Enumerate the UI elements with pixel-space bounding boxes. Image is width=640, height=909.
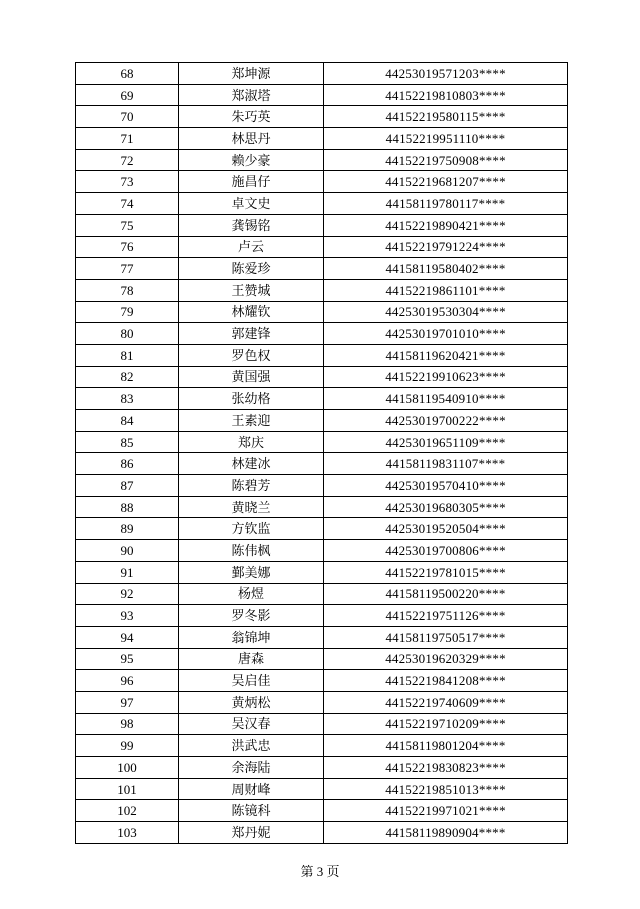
person-name-cell: 唐森: [179, 648, 324, 670]
table-row: [76, 648, 568, 670]
table-row: [76, 713, 568, 735]
person-name-cell: 吴汉春: [179, 713, 324, 735]
row-number-cell: 86: [76, 453, 179, 475]
person-name-cell: 罗色权: [179, 344, 324, 366]
row-number-cell: 96: [76, 670, 179, 692]
id-number-cell: 44253019570410****: [324, 475, 568, 497]
row-number-cell: 94: [76, 626, 179, 648]
id-number-cell: 44158119831107****: [324, 453, 568, 475]
row-number-cell: 93: [76, 605, 179, 627]
page-number: 第 3 页: [300, 864, 340, 879]
person-name-cell: 林思丹: [179, 128, 324, 150]
person-name-cell: 郑丹妮: [179, 822, 324, 844]
person-name-cell: 施昌仔: [179, 171, 324, 193]
person-name-cell: 翁锦坤: [179, 626, 324, 648]
person-name-cell: 杨煜: [179, 583, 324, 605]
table-row: [76, 106, 568, 128]
row-number-cell: 78: [76, 279, 179, 301]
id-number-cell: 44253019620329****: [324, 648, 568, 670]
id-number-cell: 44152219750908****: [324, 149, 568, 171]
id-number-cell: 44152219841208****: [324, 670, 568, 692]
table-row: [76, 366, 568, 388]
id-number-cell: 44152219710209****: [324, 713, 568, 735]
row-number-cell: 92: [76, 583, 179, 605]
row-number-cell: 88: [76, 496, 179, 518]
table-row: [76, 626, 568, 648]
table-row: [76, 128, 568, 150]
table-row: [76, 410, 568, 432]
id-number-cell: 44253019680305****: [324, 496, 568, 518]
id-number-cell: 44152219951110****: [324, 128, 568, 150]
id-number-cell: 44152219861101****: [324, 279, 568, 301]
row-number-cell: 98: [76, 713, 179, 735]
row-number-cell: 74: [76, 193, 179, 215]
person-name-cell: 余海陆: [179, 757, 324, 779]
table-row: [76, 84, 568, 106]
row-number-cell: 84: [76, 410, 179, 432]
person-name-cell: 鄞美娜: [179, 561, 324, 583]
row-number-cell: 82: [76, 366, 179, 388]
table-row: [76, 214, 568, 236]
row-number-cell: 102: [76, 800, 179, 822]
person-name-cell: 龚锡铭: [179, 214, 324, 236]
row-number-cell: 68: [76, 63, 179, 85]
person-name-cell: 林耀钦: [179, 301, 324, 323]
id-number-cell: 44158119580402****: [324, 258, 568, 280]
id-number-cell: 44158119890904****: [324, 822, 568, 844]
row-number-cell: 70: [76, 106, 179, 128]
id-number-cell: 44253019571203****: [324, 63, 568, 85]
id-number-cell: 44152219740609****: [324, 691, 568, 713]
row-number-cell: 75: [76, 214, 179, 236]
person-name-cell: 黄炳松: [179, 691, 324, 713]
person-name-cell: 郑淑塔: [179, 84, 324, 106]
id-number-cell: 44158119500220****: [324, 583, 568, 605]
table-row: [76, 344, 568, 366]
roster-table-body: [76, 63, 568, 844]
table-row: [76, 236, 568, 258]
table-row: [76, 323, 568, 345]
row-number-cell: 87: [76, 475, 179, 497]
roster-table: [75, 62, 568, 844]
person-name-cell: 朱巧英: [179, 106, 324, 128]
table-row: [76, 149, 568, 171]
row-number-cell: 69: [76, 84, 179, 106]
person-name-cell: 周财峰: [179, 778, 324, 800]
row-number-cell: 83: [76, 388, 179, 410]
row-number-cell: 73: [76, 171, 179, 193]
table-row: [76, 496, 568, 518]
id-number-cell: 44158119750517****: [324, 626, 568, 648]
row-number-cell: 80: [76, 323, 179, 345]
person-name-cell: 郑坤源: [179, 63, 324, 85]
person-name-cell: 林建冰: [179, 453, 324, 475]
table-row: [76, 475, 568, 497]
row-number-cell: 103: [76, 822, 179, 844]
table-row: [76, 301, 568, 323]
person-name-cell: 张幼格: [179, 388, 324, 410]
person-name-cell: 吴启佳: [179, 670, 324, 692]
table-row: [76, 258, 568, 280]
id-number-cell: 44152219830823****: [324, 757, 568, 779]
id-number-cell: 44152219580115****: [324, 106, 568, 128]
table-row: [76, 757, 568, 779]
row-number-cell: 72: [76, 149, 179, 171]
row-number-cell: 77: [76, 258, 179, 280]
row-number-cell: 89: [76, 518, 179, 540]
table-row: [76, 822, 568, 844]
id-number-cell: 44253019530304****: [324, 301, 568, 323]
person-name-cell: 陈伟枫: [179, 540, 324, 562]
person-name-cell: 方钦监: [179, 518, 324, 540]
id-number-cell: 44152219751126****: [324, 605, 568, 627]
row-number-cell: 90: [76, 540, 179, 562]
person-name-cell: 洪武忠: [179, 735, 324, 757]
table-row: [76, 735, 568, 757]
table-row: [76, 63, 568, 85]
id-number-cell: 44158119801204****: [324, 735, 568, 757]
id-number-cell: 44158119780117****: [324, 193, 568, 215]
row-number-cell: 99: [76, 735, 179, 757]
person-name-cell: 郑庆: [179, 431, 324, 453]
person-name-cell: 郭建锋: [179, 323, 324, 345]
person-name-cell: 卓文史: [179, 193, 324, 215]
person-name-cell: 陈镜科: [179, 800, 324, 822]
person-name-cell: 陈爱珍: [179, 258, 324, 280]
person-name-cell: 王赞城: [179, 279, 324, 301]
person-name-cell: 陈碧芳: [179, 475, 324, 497]
table-row: [76, 171, 568, 193]
table-row: [76, 778, 568, 800]
person-name-cell: 卢云: [179, 236, 324, 258]
id-number-cell: 44158119540910****: [324, 388, 568, 410]
id-number-cell: 44158119620421****: [324, 344, 568, 366]
id-number-cell: 44152219910623****: [324, 366, 568, 388]
row-number-cell: 91: [76, 561, 179, 583]
row-number-cell: 71: [76, 128, 179, 150]
row-number-cell: 85: [76, 431, 179, 453]
table-row: [76, 605, 568, 627]
row-number-cell: 101: [76, 778, 179, 800]
id-number-cell: 44253019651109****: [324, 431, 568, 453]
person-name-cell: 黄国强: [179, 366, 324, 388]
table-row: [76, 193, 568, 215]
person-name-cell: 赖少豪: [179, 149, 324, 171]
id-number-cell: 44152219810803****: [324, 84, 568, 106]
table-row: [76, 800, 568, 822]
table-row: [76, 691, 568, 713]
id-number-cell: 44152219781015****: [324, 561, 568, 583]
table-row: [76, 583, 568, 605]
row-number-cell: 79: [76, 301, 179, 323]
id-number-cell: 44152219971021****: [324, 800, 568, 822]
id-number-cell: 44152219890421****: [324, 214, 568, 236]
table-row: [76, 518, 568, 540]
id-number-cell: 44253019520504****: [324, 518, 568, 540]
row-number-cell: 95: [76, 648, 179, 670]
row-number-cell: 100: [76, 757, 179, 779]
person-name-cell: 罗冬影: [179, 605, 324, 627]
id-number-cell: 44253019700222****: [324, 410, 568, 432]
table-row: [76, 453, 568, 475]
row-number-cell: 76: [76, 236, 179, 258]
person-name-cell: 王素迎: [179, 410, 324, 432]
table-row: [76, 279, 568, 301]
row-number-cell: 81: [76, 344, 179, 366]
table-row: [76, 431, 568, 453]
id-number-cell: 44253019701010****: [324, 323, 568, 345]
id-number-cell: 44152219791224****: [324, 236, 568, 258]
table-row: [76, 670, 568, 692]
id-number-cell: 44152219681207****: [324, 171, 568, 193]
table-row: [76, 388, 568, 410]
table-row: [76, 540, 568, 562]
id-number-cell: 44253019700806****: [324, 540, 568, 562]
table-row: [76, 561, 568, 583]
id-number-cell: 44152219851013****: [324, 778, 568, 800]
row-number-cell: 97: [76, 691, 179, 713]
person-name-cell: 黄晓兰: [179, 496, 324, 518]
